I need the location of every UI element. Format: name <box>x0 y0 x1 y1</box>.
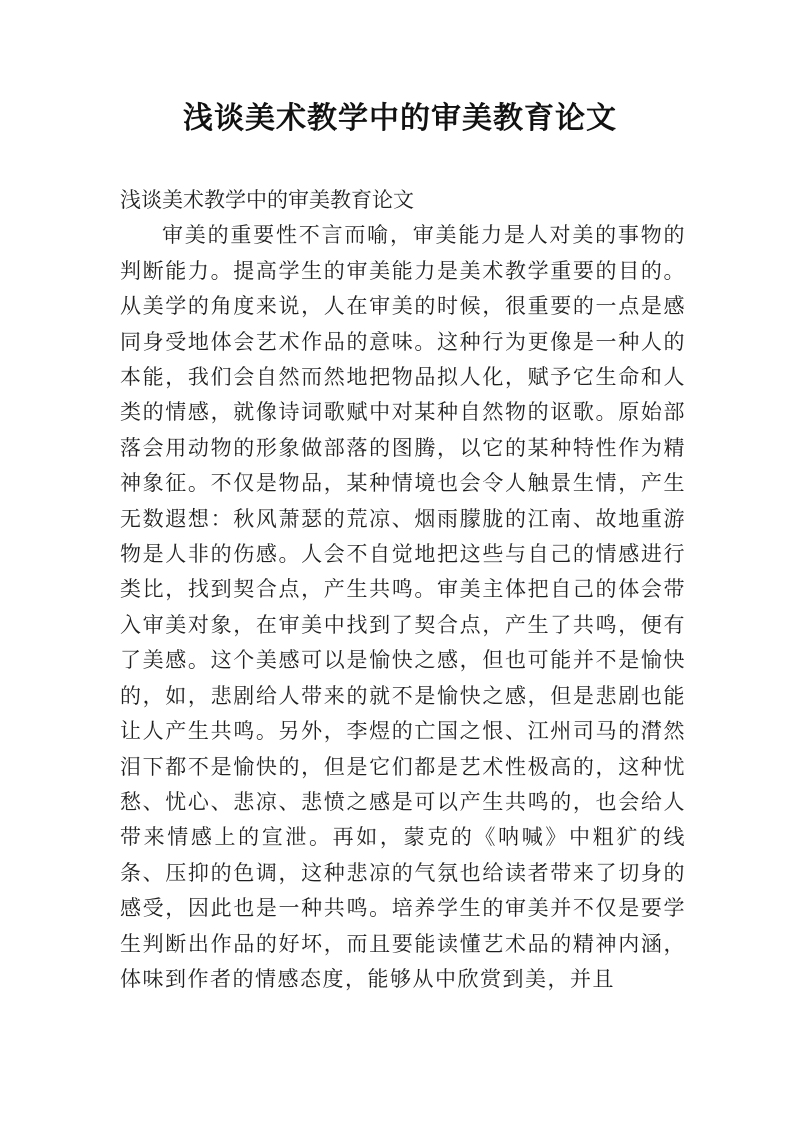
document-body <box>120 183 686 997</box>
document-title: 浅谈美术教学中的审美教育论文 <box>183 101 617 136</box>
document-subtitle: 浅谈美术教学中的审美教育论文 <box>120 188 414 212</box>
body-paragraph: 审美的重要性不言而喻，审美能力是人对美的事物的判断能力。提高学生的审美能力是美术教学重要的目的。从美学的角度来说，人在审美的时候，很重要的一点是感同身受地体会艺术作品的意味。这种行为更像是一种人的本能，我们会自然而然地把物品拟人化，赋予它生命和人类的情感，就像诗词歌赋中对某种自然物的讴歌。原始部落会用动物的形象做部落的图腾，以它的某种特性作为精神象征。不仅是物品，某种情境也会令人触景生情，产生无数遐想：秋风萧瑟的荒凉、烟雨朦胧的江南、故地重游物是人非的伤感。人会不自觉地把这些与自己的情感进行类比，找到契合点，产生共鸣。审美主体把自己的体会带入审美对象，在审美中找到了契合点，产生了共鸣，便有了美感。这个美感可以是愉快之感，但也可能并不是愉快的，如，悲剧给人带来的就不是愉快之感，但是悲剧也能让人产生共鸣。另外，李煜的亡国之恨、江州司马的潸然泪下都不是愉快的，但是它们都是艺术性极高的，这种忧愁、忧心、悲凉、悲愤之感是可以产生共鸣的，也会给人带来情感上的宣泄。再如，蒙克的《呐喊》中粗犷的线条、压抑的色调，这种悲凉的气氛也给读者带来了切身的感受，因此也是一种共鸣。培养学生的审美并不仅是要学生判断出作品的好坏，而且要能读懂艺术品的精神内涵，体味到作者的情感态度，能够从中欣赏到美，并且 <box>120 223 686 991</box>
